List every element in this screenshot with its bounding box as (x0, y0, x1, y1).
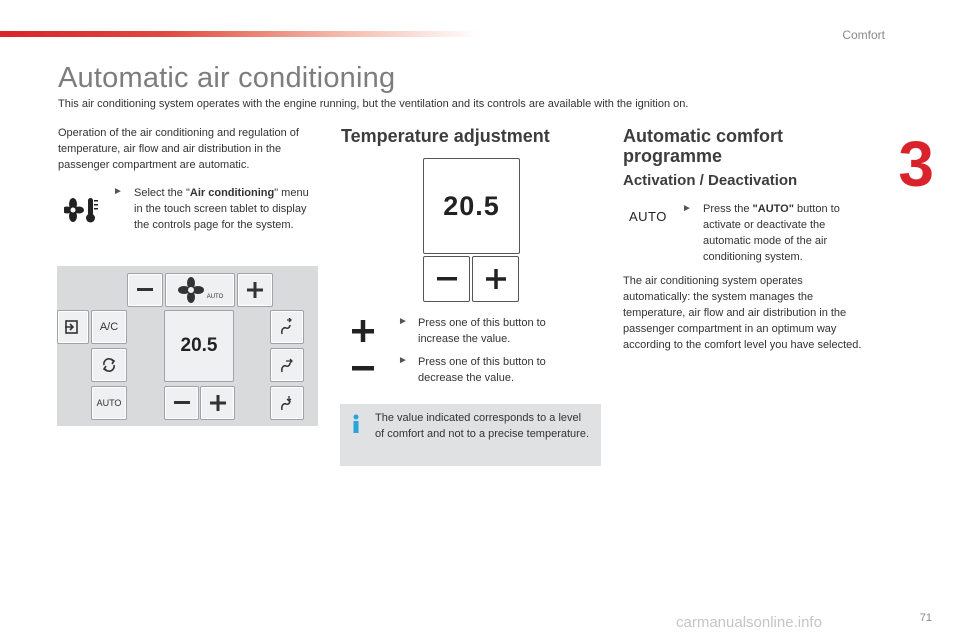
fan-decrease-button[interactable] (127, 273, 163, 307)
temperature-increase-key[interactable] (472, 256, 519, 302)
increase-instruction: Press one of this button to increase the value. (418, 317, 546, 345)
col1-bullet-text: Select the "Air conditioning" menu in the touch screen tablet to display the controls page for the system. (134, 187, 309, 231)
temp-increase-button[interactable] (200, 386, 235, 420)
temp-decrease-button[interactable] (164, 386, 199, 420)
fan-auto-button[interactable] (165, 273, 235, 307)
minus-icon (352, 366, 374, 371)
page-title: Automatic air conditioning (58, 62, 396, 94)
page-intro: This air conditioning system operates with the engine running, but the ventilation and its controls are available with the ignition on. (58, 98, 689, 110)
auto-mode-button[interactable]: AUTO (91, 386, 127, 420)
fan-auto-label: AUTO (206, 294, 224, 300)
recirculation-button[interactable] (57, 310, 89, 344)
fan-increase-button[interactable] (237, 273, 273, 307)
comfort-heading (623, 126, 783, 166)
watermark: carmanualsonline.info (676, 614, 822, 631)
col3-paragraph: The air conditioning system operates automatically: the system manages the temperature, air flow and air distribution in the passenger compartment in an optimum way according to the comfort level you have selected. (623, 275, 862, 351)
info-text: The value indicated corresponds to a level of comfort and not to a precise temperature. (375, 412, 590, 440)
comfort-heading-line1: Automatic comfort (623, 126, 784, 146)
section-title: Comfort (842, 28, 885, 42)
fan-icon (177, 277, 205, 303)
chapter-number: 3 (898, 128, 934, 200)
temperature-display: 20.5 (423, 158, 520, 254)
auto-button-icon: AUTO (629, 209, 667, 224)
bullet-marker: ► (398, 316, 408, 327)
bullet-marker: ► (398, 355, 408, 366)
info-icon (350, 414, 362, 434)
bullet-marker: ► (682, 203, 692, 214)
air-distribution-middle-button[interactable] (270, 348, 304, 382)
info-box (340, 404, 601, 466)
page-number: 71 (919, 612, 932, 624)
header-color-bar (0, 31, 480, 37)
panel-temperature-display: 20.5 (164, 310, 234, 382)
air-distribution-upper-button[interactable] (270, 310, 304, 344)
auto-instruction: Press the "AUTO" button to activate or deactivate the automatic mode of the air conditioning system. (703, 203, 840, 263)
activation-subheading: Activation / Deactivation (623, 172, 798, 189)
comfort-heading-line2: programme (623, 146, 723, 166)
air-intake-button[interactable] (91, 348, 127, 382)
col1-paragraph: Operation of the air conditioning and regulation of temperature, air flow and air distribution in the passenger compartment are automatic. (58, 127, 299, 171)
temperature-decrease-key[interactable] (423, 256, 470, 302)
air-distribution-lower-button[interactable] (270, 386, 304, 420)
climate-icon (64, 195, 104, 225)
bullet-marker: ► (113, 186, 123, 197)
temperature-heading: Temperature adjustment (341, 126, 550, 146)
ac-button[interactable]: A/C (91, 310, 127, 344)
plus-icon (352, 320, 374, 342)
climate-control-panel (57, 266, 318, 426)
decrease-instruction: Press one of this button to decrease the value. (418, 356, 546, 384)
